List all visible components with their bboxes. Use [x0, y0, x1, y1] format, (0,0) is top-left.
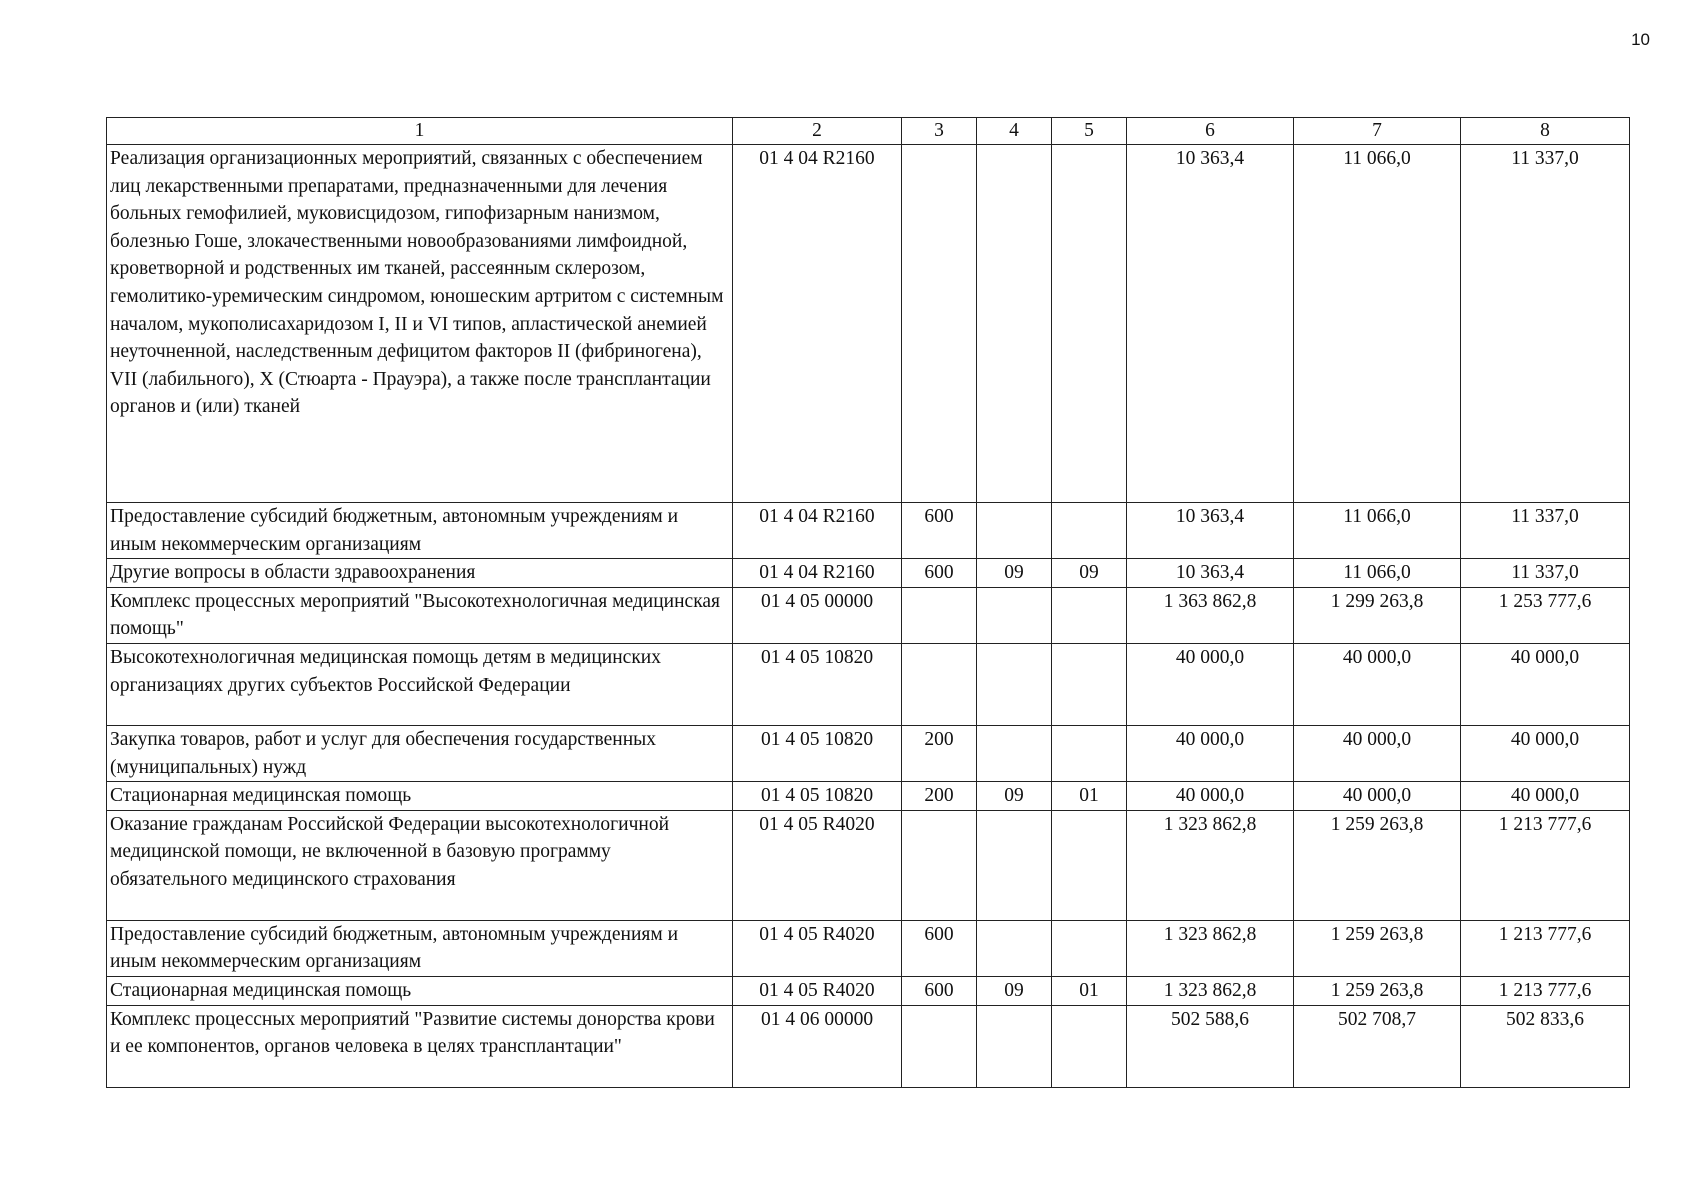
row-c7: 502 708,7 — [1294, 1005, 1461, 1087]
row-c8: 11 337,0 — [1461, 559, 1630, 588]
row-c3: 600 — [902, 503, 977, 559]
row-name: Другие вопросы в области здравоохранения — [107, 559, 733, 588]
row-c8: 1 213 777,6 — [1461, 810, 1630, 920]
row-c6: 1 323 862,8 — [1127, 920, 1294, 976]
row-c4 — [977, 503, 1052, 559]
row-c6: 1 323 862,8 — [1127, 976, 1294, 1005]
row-c8: 40 000,0 — [1461, 782, 1630, 811]
row-c6: 10 363,4 — [1127, 145, 1294, 503]
row-c8: 40 000,0 — [1461, 725, 1630, 781]
row-code: 01 4 06 00000 — [733, 1005, 902, 1087]
row-c3 — [902, 810, 977, 920]
row-c7: 1 259 263,8 — [1294, 976, 1461, 1005]
row-code: 01 4 05 R4020 — [733, 810, 902, 920]
row-c3 — [902, 1005, 977, 1087]
row-c8: 1 253 777,6 — [1461, 587, 1630, 643]
row-name: Комплекс процессных мероприятий "Высокотехнологичная медицинская помощь" — [107, 587, 733, 643]
row-c4 — [977, 587, 1052, 643]
row-c5 — [1052, 920, 1127, 976]
row-c4 — [977, 920, 1052, 976]
row-name: Предоставление субсидий бюджетным, автономным учреждениям и иным некоммерческим организациям — [107, 920, 733, 976]
row-name: Реализация организационных мероприятий, связанных с обеспечением лиц лекарственными препаратами, предназначенными для лечения больных гемофилией, муковисцидозом, гипофизарным нанизмом, болезнью Гоше, злокачественными новообразованиями лимфоидной, кроветворной и родственных им тканей, рассеянным склерозом, гемолитико-уремическим синдромом, юношеским артритом с системным началом, мукополисахаридозом I, II и VI типов, апластической анемией неуточненной, наследственным дефицитом факторов II (фибриногена), VII (лабильного), X (Стюарта - Прауэра), а также после трансплантации органов и (или) тканей — [107, 145, 733, 503]
row-code: 01 4 05 10820 — [733, 782, 902, 811]
row-code: 01 4 04 R2160 — [733, 145, 902, 503]
row-c7: 40 000,0 — [1294, 782, 1461, 811]
row-name: Комплекс процессных мероприятий "Развитие системы донорства крови и ее компонентов, органов человека в целях трансплантации" — [107, 1005, 733, 1087]
row-c7: 40 000,0 — [1294, 643, 1461, 725]
table-row — [107, 810, 1630, 920]
table-row — [107, 1005, 1630, 1087]
row-code: 01 4 05 10820 — [733, 725, 902, 781]
table-row — [107, 559, 1630, 588]
row-c6: 1 323 862,8 — [1127, 810, 1294, 920]
row-c4 — [977, 725, 1052, 781]
row-c3: 600 — [902, 920, 977, 976]
row-c7: 11 066,0 — [1294, 503, 1461, 559]
table-row — [107, 920, 1630, 976]
row-c7: 1 259 263,8 — [1294, 920, 1461, 976]
page-number: 10 — [1631, 30, 1650, 49]
table-row — [107, 587, 1630, 643]
row-c3 — [902, 643, 977, 725]
row-code: 01 4 04 R2160 — [733, 503, 902, 559]
table-row — [107, 503, 1630, 559]
table-row — [107, 976, 1630, 1005]
row-c3: 200 — [902, 725, 977, 781]
row-c7: 1 299 263,8 — [1294, 587, 1461, 643]
row-c3 — [902, 145, 977, 503]
row-c5: 09 — [1052, 559, 1127, 588]
row-c3: 600 — [902, 559, 977, 588]
table-row — [107, 145, 1630, 503]
row-c4: 09 — [977, 559, 1052, 588]
row-code: 01 4 05 00000 — [733, 587, 902, 643]
row-c6: 1 363 862,8 — [1127, 587, 1294, 643]
table-header-row — [107, 118, 1630, 145]
row-c4 — [977, 643, 1052, 725]
row-name: Высокотехнологичная медицинская помощь детям в медицинских организациях других субъектов Российской Федерации — [107, 643, 733, 725]
row-c6: 10 363,4 — [1127, 503, 1294, 559]
row-c8: 1 213 777,6 — [1461, 920, 1630, 976]
column-header: 6 — [1127, 118, 1294, 145]
table-row — [107, 725, 1630, 781]
table-row — [107, 643, 1630, 725]
row-code: 01 4 05 10820 — [733, 643, 902, 725]
row-c7: 40 000,0 — [1294, 725, 1461, 781]
column-header: 1 — [107, 118, 733, 145]
row-code: 01 4 05 R4020 — [733, 976, 902, 1005]
row-c5 — [1052, 145, 1127, 503]
row-name: Закупка товаров, работ и услуг для обеспечения государственных (муниципальных) нужд — [107, 725, 733, 781]
row-c4 — [977, 145, 1052, 503]
row-c6: 40 000,0 — [1127, 782, 1294, 811]
row-c3: 200 — [902, 782, 977, 811]
row-c6: 10 363,4 — [1127, 559, 1294, 588]
row-name: Предоставление субсидий бюджетным, автономным учреждениям и иным некоммерческим организациям — [107, 503, 733, 559]
row-c6: 40 000,0 — [1127, 725, 1294, 781]
row-c5: 01 — [1052, 976, 1127, 1005]
column-header: 5 — [1052, 118, 1127, 145]
row-c5 — [1052, 643, 1127, 725]
row-c8: 11 337,0 — [1461, 503, 1630, 559]
row-c5 — [1052, 810, 1127, 920]
row-c6: 40 000,0 — [1127, 643, 1294, 725]
row-c4: 09 — [977, 782, 1052, 811]
column-header: 4 — [977, 118, 1052, 145]
row-c4 — [977, 810, 1052, 920]
row-c7: 11 066,0 — [1294, 559, 1461, 588]
row-c8: 1 213 777,6 — [1461, 976, 1630, 1005]
row-name: Стационарная медицинская помощь — [107, 782, 733, 811]
row-c3: 600 — [902, 976, 977, 1005]
row-code: 01 4 05 R4020 — [733, 920, 902, 976]
column-header: 2 — [733, 118, 902, 145]
budget-table — [106, 117, 1630, 1088]
table-row — [107, 782, 1630, 811]
row-code: 01 4 04 R2160 — [733, 559, 902, 588]
row-name: Оказание гражданам Российской Федерации высокотехнологичной медицинской помощи, не включенной в базовую программу обязательного медицинского страхования — [107, 810, 733, 920]
row-c8: 11 337,0 — [1461, 145, 1630, 503]
row-c5 — [1052, 587, 1127, 643]
row-name: Стационарная медицинская помощь — [107, 976, 733, 1005]
column-header: 8 — [1461, 118, 1630, 145]
column-header: 7 — [1294, 118, 1461, 145]
row-c5 — [1052, 725, 1127, 781]
row-c5 — [1052, 1005, 1127, 1087]
row-c8: 40 000,0 — [1461, 643, 1630, 725]
row-c3 — [902, 587, 977, 643]
column-header: 3 — [902, 118, 977, 145]
row-c4: 09 — [977, 976, 1052, 1005]
row-c4 — [977, 1005, 1052, 1087]
row-c8: 502 833,6 — [1461, 1005, 1630, 1087]
row-c6: 502 588,6 — [1127, 1005, 1294, 1087]
row-c7: 1 259 263,8 — [1294, 810, 1461, 920]
row-c5 — [1052, 503, 1127, 559]
row-c5: 01 — [1052, 782, 1127, 811]
row-c7: 11 066,0 — [1294, 145, 1461, 503]
